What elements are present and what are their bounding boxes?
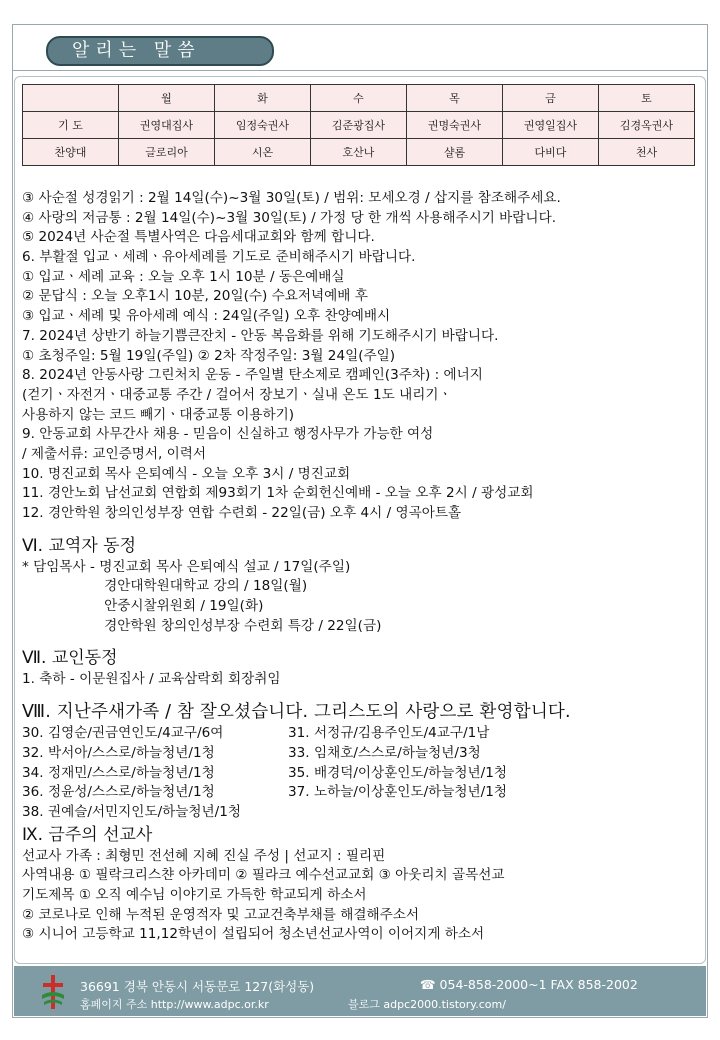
schedule-cell: 김경옥권사 xyxy=(599,112,695,139)
notice-line: 7. 2024년 상반기 하늘기쁨큰잔치 - 안동 복음화를 위해 기도해주시기 바랍니다. xyxy=(22,327,499,344)
notice-line: 6. 부활절 입교ㆍ세례ㆍ유아세례를 기도로 준비해주시기 바랍니다. xyxy=(22,249,416,266)
visitor-entry: 31. 서정규/김용주인도/4교구/1남 xyxy=(288,725,490,742)
day-header: 토 xyxy=(599,85,695,112)
visitor-row xyxy=(22,744,698,764)
section-heading-visitors: Ⅷ. 지난주새가족 / 참 잘오셨습니다. 그리스도의 사랑으로 환영합니다. xyxy=(22,702,571,723)
schedule-cell: 샬롬 xyxy=(407,139,503,166)
notice-line: 10. 명진교회 목사 은퇴예식 - 오늘 오후 3시 / 명진교회 xyxy=(22,465,351,482)
schedule-cell: 천사 xyxy=(599,139,695,166)
schedule-table xyxy=(22,84,695,166)
schedule-cell: 권영일집사 xyxy=(503,112,599,139)
day-header: 화 xyxy=(215,85,311,112)
visitor-row xyxy=(22,724,698,744)
row-label: 기 도 xyxy=(23,112,119,139)
missionary-line: 기도제목 ① 오직 예수님 이야기로 가득한 학교되게 하소서 xyxy=(22,886,367,903)
section-heading-members: Ⅶ. 교인동정 xyxy=(22,648,118,669)
visitor-entry: 32. 박서아/스스로/하늘청년/1청 xyxy=(22,744,215,761)
schedule-cell: 시온 xyxy=(215,139,311,166)
church-logo-icon xyxy=(40,975,66,1009)
row-label: 찬양대 xyxy=(23,139,119,166)
visitor-entry: 33. 임채호/스스로/하늘청년/3청 xyxy=(288,744,481,761)
missionary-line: ③ 시니어 고등학교 11,12학년이 설립되어 청소년선교사역이 이어지게 하소서 xyxy=(22,926,485,943)
schedule-cell: 권명숙권사 xyxy=(407,112,503,139)
notice-line: ③ 입교ㆍ세례 및 유아세례 예식 : 24일(주일) 오후 찬양예배시 xyxy=(22,308,391,325)
notice-line: ① 입교ㆍ세례 교육 : 오늘 오후 1시 10분 / 동은예배실 xyxy=(22,268,345,285)
visitor-entry: 30. 김영순/권금연인도/4교구/6여 xyxy=(22,725,224,742)
visitor-row xyxy=(22,764,698,784)
schedule-cell: 권영대집사 xyxy=(119,112,215,139)
day-header: 금 xyxy=(503,85,599,112)
day-header: 수 xyxy=(311,85,407,112)
visitor-entry: 38. 권예슬/서민지인도/하늘청년/1청 xyxy=(22,803,242,820)
missionary-line: 선교사 가족 : 최형민 전선혜 지혜 진실 주성 | 선교지 : 필리핀 xyxy=(22,847,386,864)
schedule-cell: 글로리아 xyxy=(119,139,215,166)
missionary-line: ② 코로나로 인해 누적된 운영적자 및 고교건축부채를 해결해주소서 xyxy=(22,906,419,923)
visitor-row xyxy=(22,803,698,823)
schedule-row-prayer xyxy=(23,112,695,139)
notice-line: 사용하지 않는 코드 빼기ㆍ대중교통 이용하기) xyxy=(22,406,295,423)
visitor-entry: 36. 정윤성/스스로/하늘청년/1청 xyxy=(22,784,215,801)
minister-line: 안중시찰위원회 / 19일(화) xyxy=(22,598,264,615)
notice-line: ④ 사랑의 저금통 : 2월 14일(수)~3월 30일(토) / 가정 당 한 개씩 사용해주시기 바랍니다. xyxy=(22,209,557,226)
notice-line: / 제출서류: 교인증명서, 이력서 xyxy=(22,445,207,462)
day-header: 월 xyxy=(119,85,215,112)
footer-address: 36691 경북 안동시 서동문로 127(화성동) xyxy=(80,979,315,994)
schedule-cell: 김준광집사 xyxy=(311,112,407,139)
notice-line: ② 문답식 : 오늘 오후1시 10분, 20일(수) 수요저녁예배 후 xyxy=(22,288,368,305)
missionary-line: 사역내용 ① 필락크리스챤 아카데미 ② 필라크 예수선교교회 ③ 아웃리치 골목선교 xyxy=(22,867,505,884)
schedule-corner-cell xyxy=(23,85,119,112)
footer-phone: ☎ 054-858-2000~1 FAX 858-2002 xyxy=(420,977,638,992)
schedule-header-row xyxy=(23,85,695,112)
visitor-entry: 37. 노하늘/이상훈인도/하늘청년/1청 xyxy=(288,784,508,801)
section-heading-ministers: Ⅵ. 교역자 동정 xyxy=(22,535,137,556)
footer-blog[interactable]: 블로그 adpc2000.tistory.com/ xyxy=(348,998,506,1011)
title-rule xyxy=(12,70,708,71)
schedule-cell: 다비다 xyxy=(503,139,599,166)
notice-line: 9. 안동교회 사무간사 채용 - 믿음이 신실하고 행정사무가 가능한 여성 xyxy=(22,426,434,443)
notice-line: 12. 경안학원 창의인성부장 연합 수련회 - 22일(금) 오후 4시 / 영곡아트홀 xyxy=(22,505,462,521)
footer-homepage[interactable]: 홈페이지 주소 http://www.adpc.or.kr xyxy=(80,998,269,1011)
notice-line: 8. 2024년 안동사랑 그린처치 운동 - 주일별 탄소제로 캠페인(3주차) : 에너지 xyxy=(22,367,483,384)
day-header: 목 xyxy=(407,85,503,112)
schedule-row-choir xyxy=(23,139,695,166)
page-title: 알리는 말씀 xyxy=(46,36,274,66)
minister-line: 경안학원 창의인성부장 수련회 특강 / 22일(금) xyxy=(22,617,382,634)
schedule-cell: 임정숙권사 xyxy=(215,112,311,139)
notice-line: ⑤ 2024년 사순절 특별사역은 다음세대교회와 함께 합니다. xyxy=(22,229,375,246)
member-line: 1. 축하 - 이문원집사 / 교육삼락회 회장취임 xyxy=(22,671,281,688)
section-heading-missionary: Ⅸ. 금주의 선교사 xyxy=(22,824,153,845)
visitor-entry: 35. 배경덕/이상훈인도/하늘청년/1청 xyxy=(288,764,508,781)
minister-line: 경안대학원대학교 강의 / 18일(월) xyxy=(22,578,308,595)
notice-line: (걷기ㆍ자전거ㆍ대중교통 주간 / 걸어서 장보기ㆍ실내 온도 1도 내리기ㆍ xyxy=(22,386,452,403)
schedule-cell: 호산나 xyxy=(311,139,407,166)
minister-line: * 담임목사 - 명진교회 목사 은퇴예식 설교 / 17일(주일) xyxy=(22,558,351,575)
notice-line: 11. 경안노회 남선교회 연합회 제93회기 1차 순회헌신예배 - 오늘 오후 2시 / 광성교회 xyxy=(22,485,534,502)
notice-line: ③ 사순절 성경읽기 : 2월 14일(수)~3월 30일(토) / 범위: 모세오경 / 삽지를 참조해주세요. xyxy=(22,190,561,206)
notice-line: ① 초청주일: 5월 19일(주일) ② 2차 작정주일: 3월 24일(주일) xyxy=(22,347,396,364)
visitor-entry: 34. 정재민/스스로/하늘청년/1청 xyxy=(22,764,215,781)
footer-bar xyxy=(14,966,706,1016)
visitor-row xyxy=(22,783,698,803)
notice-body xyxy=(22,189,698,945)
